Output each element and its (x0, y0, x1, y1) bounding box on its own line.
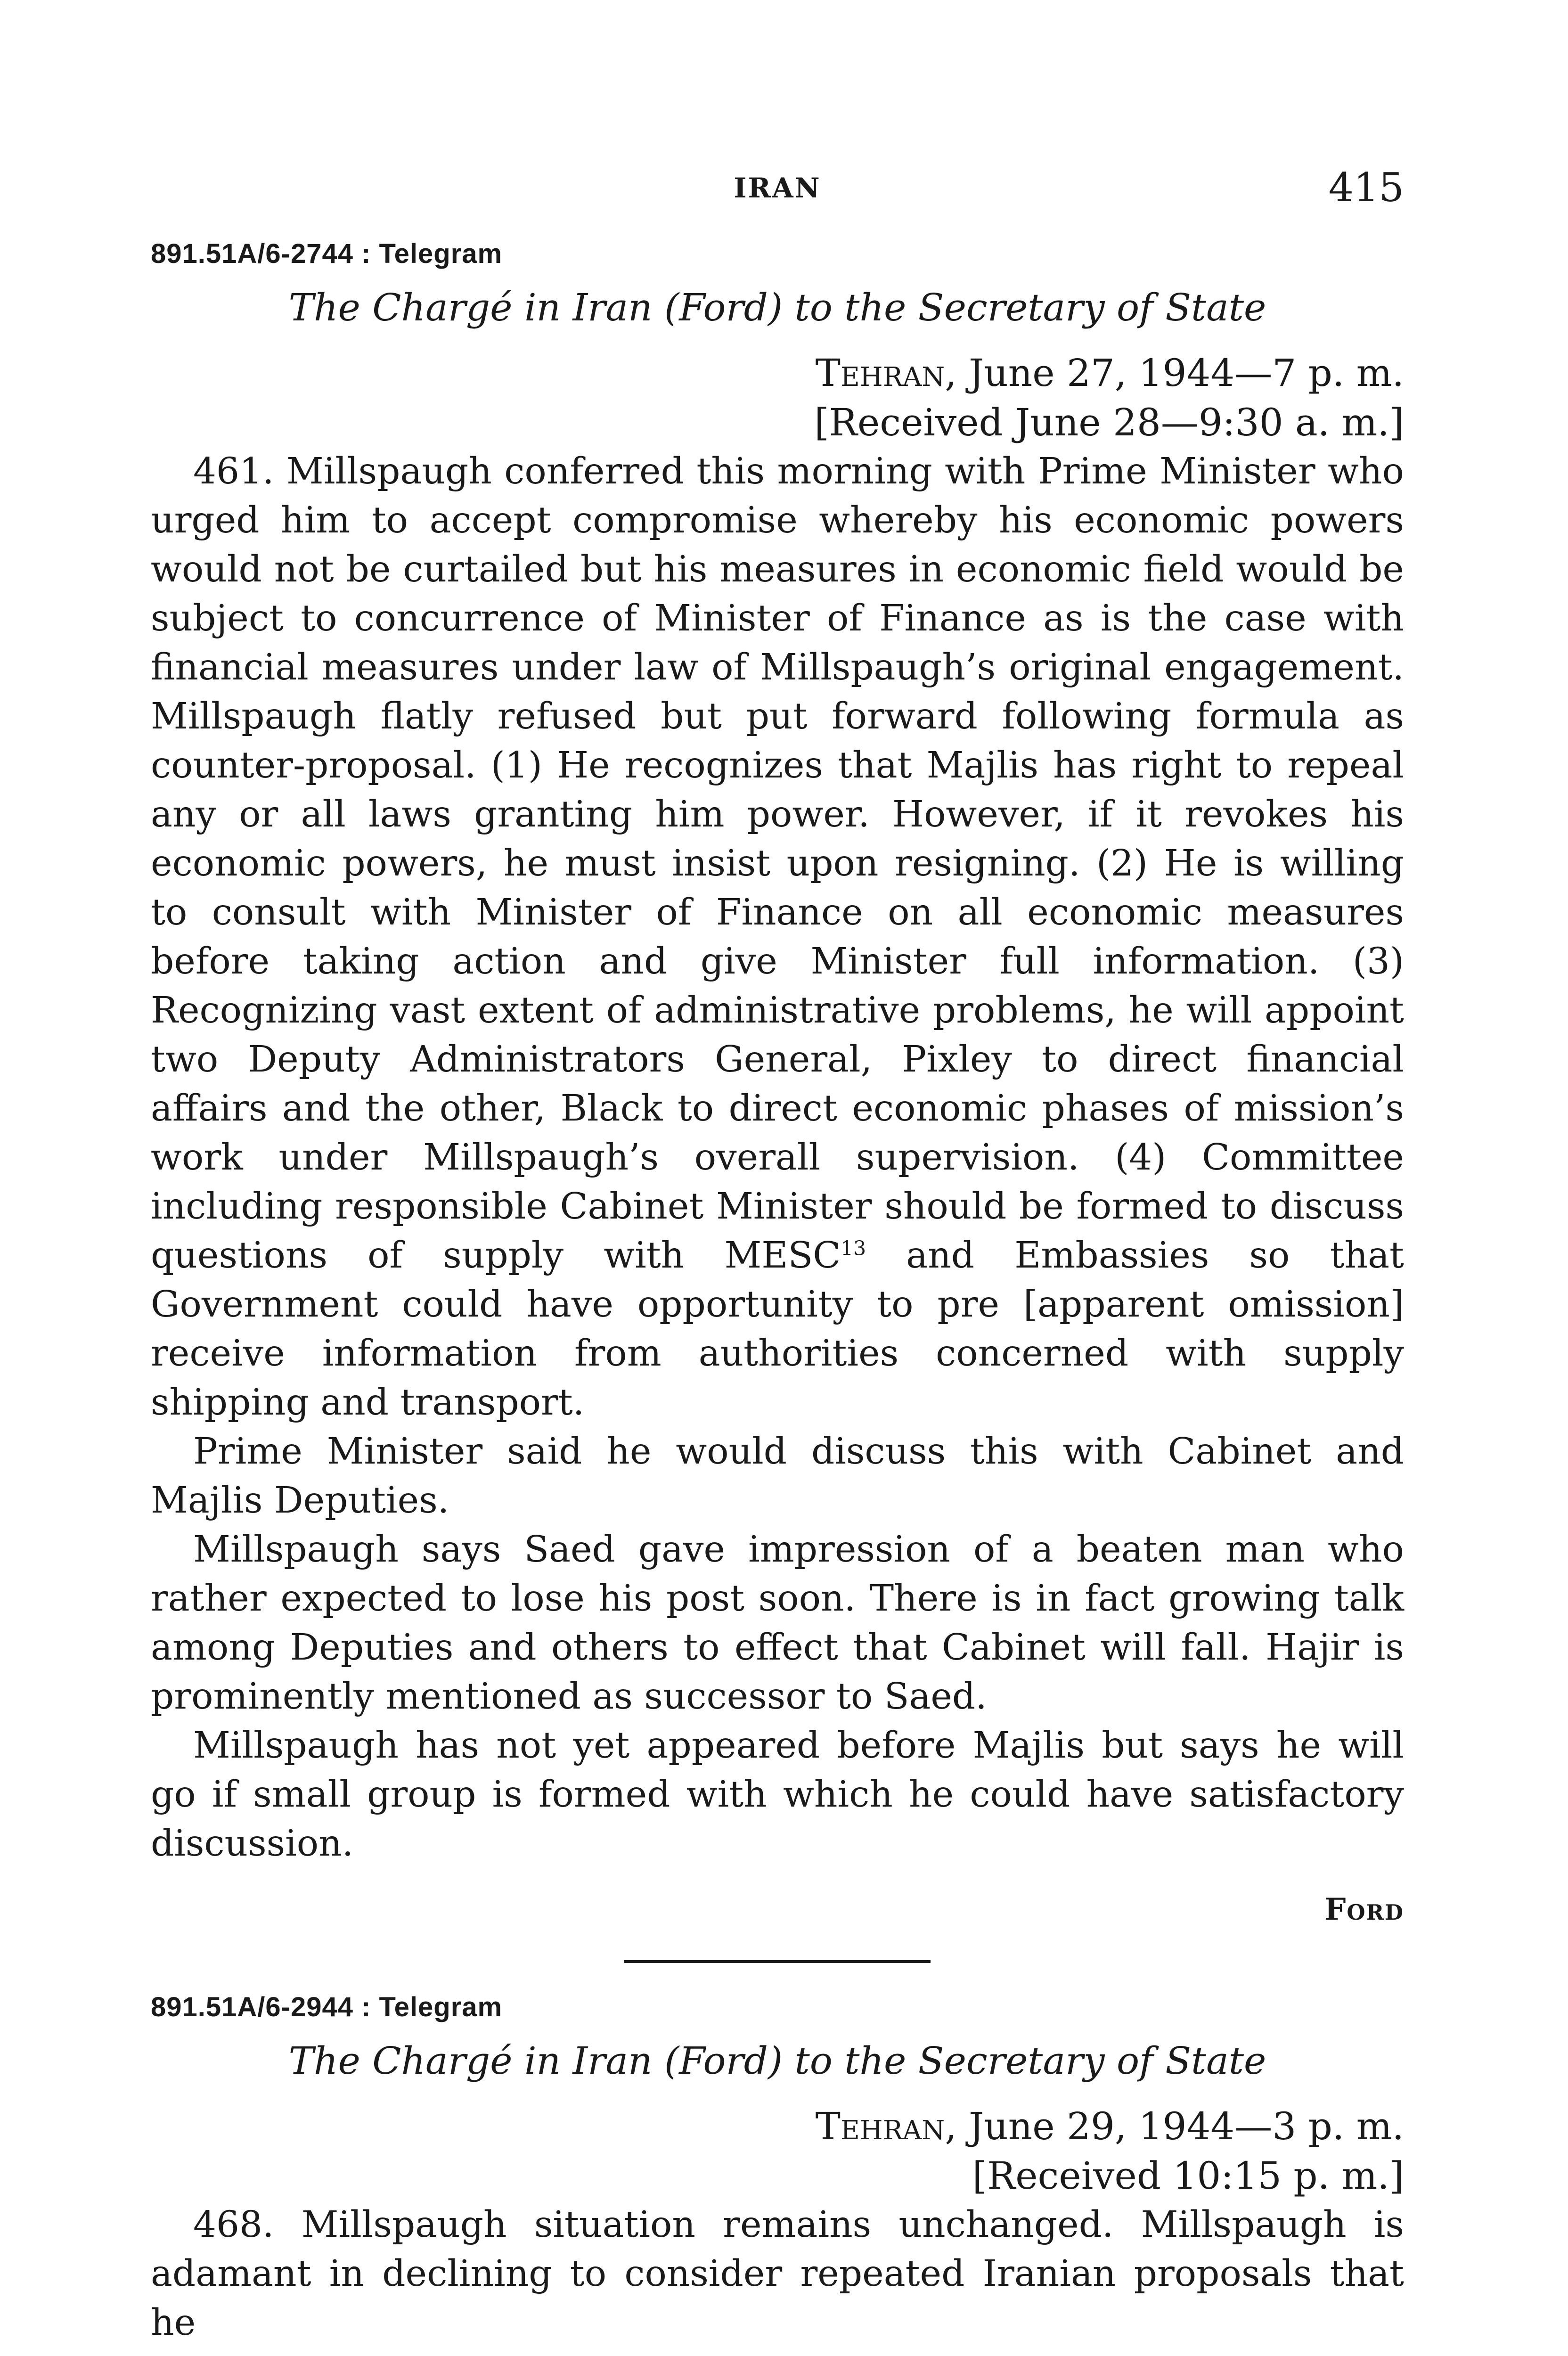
heading-name: Ford (679, 286, 768, 329)
received-line: [Received June 28—9:30 a. m.] (814, 401, 1404, 444)
document-heading (151, 2039, 1404, 2083)
dateline-date: , June 27, 1944—7 p. m. (945, 351, 1404, 395)
file-reference: 891.51A/6-2744 : Telegram (151, 238, 503, 269)
dateline (151, 2102, 1404, 2151)
document-heading (151, 286, 1404, 329)
heading-suffix: ) to the Secretary of State (768, 2039, 1266, 2083)
running-header (151, 164, 1404, 219)
body-paragraph: Millspaugh says Saed gave impression of a beaten man who rather expected to lose his post soon. There is in fact growing talk among Deputies and others to effect that Cabinet will fall. Hajir is prominently mentioned as successor to Saed. (151, 1529, 1404, 1718)
file-reference: 891.51A/6-2944 : Telegram (151, 1992, 503, 2022)
document-page (151, 164, 1404, 2356)
dateline-place: Tehran (815, 2104, 945, 2148)
paragraph-text-continued: and Embassies so that Government could have opportunity to pre [apparent omission] receive information from authorities concerned with supply shipping and transport. (151, 1235, 1404, 1423)
paragraph-text: 461. Millspaugh conferred this morning with Prime Minister who urged him to accept compromise whereby his economic powers would not be curtailed but his measures in economic field would be subject to concurrence of Minister of Finance as is the case with financial measures under law of Millspaugh’s original engagement. Millspaugh flatly refused but put forward following formula as counter-proposal. (1) He recognizes that Majlis has right to repeal any or all laws granting him power. However, if it revokes his economic powers, he must insist upon resigning. (2) He is willing to consult with Minister of Finance on all economic measures before taking action and give Minister full information. (3) Recognizing vast extent of administrative problems, he will appoint two Deputy Administrators General, Pixley to direct financial affairs and the other, Black to direct economic phases of mission’s work under Millspaugh’s overall supervision. (4) Committee including responsible Cabinet Minister should be formed to discuss questions of supply with MESC (151, 450, 1404, 1276)
running-title: IRAN (734, 172, 821, 204)
telegram-1 (151, 238, 1404, 1927)
heading-prefix: The Chargé in Iran ( (288, 286, 679, 329)
footnote-marker: 13 (841, 1236, 866, 1260)
signature: Ford (1324, 1892, 1404, 1927)
dateline-date: , June 29, 1944—3 p. m. (945, 2104, 1404, 2148)
body-paragraph (151, 447, 1404, 1427)
body-paragraph: 468. Millspaugh situation remains unchanged. Millspaugh is adamant in declining to consider repeated Iranian proposals that he (151, 2204, 1404, 2344)
dateline (151, 348, 1404, 398)
received-line: [Received 10:15 p. m.] (972, 2154, 1404, 2198)
heading-suffix: ) to the Secretary of State (768, 286, 1266, 329)
body-paragraph: Prime Minister said he would discuss this with Cabinet and Majlis Deputies. (151, 1431, 1404, 1522)
section-divider (624, 1960, 931, 1963)
heading-prefix: The Chargé in Iran ( (288, 2039, 679, 2083)
telegram-2 (151, 1991, 1404, 2348)
dateline-place: Tehran (815, 351, 945, 395)
page-number: 415 (1328, 164, 1404, 211)
body-paragraph: Millspaugh has not yet appeared before Majlis but says he will go if small group is formed with which he could have satisfactory discussion. (151, 1725, 1404, 1865)
heading-name: Ford (679, 2039, 768, 2083)
